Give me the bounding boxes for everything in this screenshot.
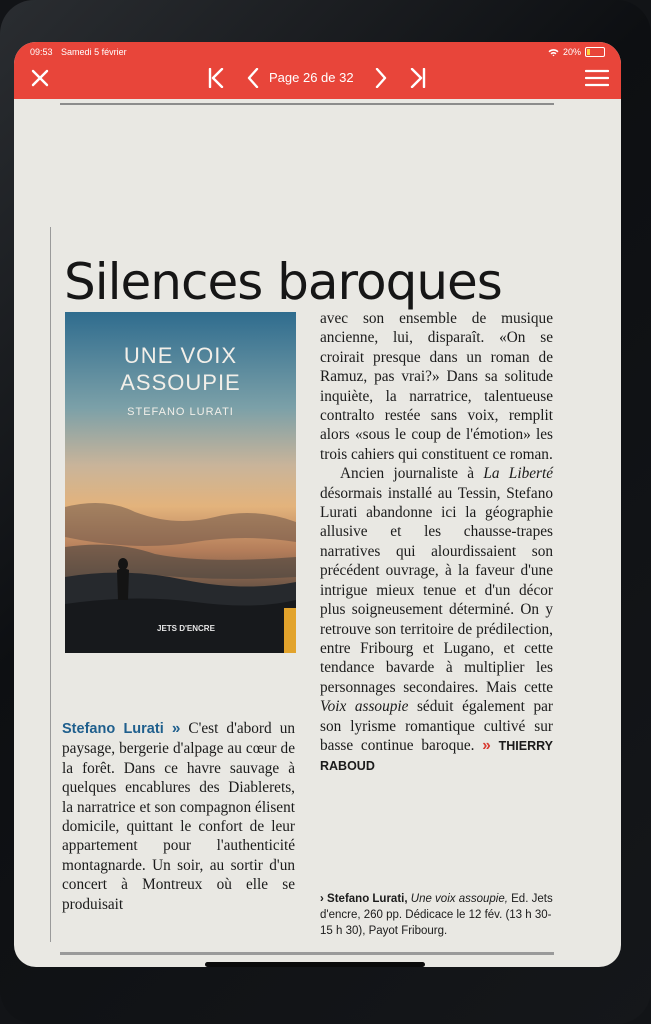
cover-title: [65, 342, 296, 396]
last-page-button[interactable]: [402, 62, 434, 94]
column-rule: [50, 227, 51, 942]
lead-author-name: Stefano Lurati: [62, 721, 164, 737]
menu-button[interactable]: [580, 62, 614, 94]
cover-spine-tag: [284, 608, 296, 653]
cover-publisher: JETS D'ENCRE: [157, 624, 215, 633]
book-credit: [320, 891, 560, 939]
wifi-icon: [548, 48, 559, 57]
close-icon: [31, 69, 49, 87]
right-paragraph-1: avec son ensemble de musique ancienne, lui, disparaît. «On se croirait presque dans un roman de Ramuz, pas vrai?» Dans sa solitude inquiète, la narratrice, talentueuse contralto restée sans voix, remplit alors «sous le coup de l'émotion» les trois cahiers qui constituent ce roman.: [320, 310, 553, 463]
previous-page-button[interactable]: [238, 62, 268, 94]
article-title: Silences baroques: [64, 252, 502, 311]
first-page-icon: [207, 68, 225, 88]
article-signature: THIERRY RABOUD: [320, 738, 553, 774]
next-page-icon: [374, 68, 388, 88]
prev-page-icon: [246, 68, 260, 88]
page-indicator: Page 26 de 32: [269, 70, 354, 85]
credit-arrow: ›: [320, 893, 324, 905]
article-column-left: [62, 719, 295, 914]
status-bar-right: [548, 47, 605, 57]
cover-title-line2: ASSOUPIE: [120, 370, 241, 395]
right-paragraph-2: [320, 464, 553, 777]
credit-details: Ed. Jets d'encre, 260 pp. Dédicace le 12 fév. (13 h 30-15 h 30), Payot Fribourg.: [320, 893, 553, 937]
screen: [14, 42, 621, 967]
book-cover: [65, 312, 296, 653]
p2-italic-newspaper: La Liberté: [483, 465, 553, 483]
reader-toolbar: [14, 42, 621, 99]
close-button[interactable]: [24, 62, 56, 94]
magazine-page[interactable]: [14, 99, 621, 967]
status-bar-left: [30, 47, 133, 57]
top-divider: [60, 103, 554, 105]
p2-text-a: Ancien journaliste à: [340, 465, 484, 483]
status-date: Samedi 5 février: [61, 47, 127, 57]
credit-book-title: Une voix assoupie,: [410, 893, 508, 905]
p2-italic-book: Voix assoupie: [320, 698, 409, 716]
lead-arrows: »: [171, 720, 181, 737]
last-page-icon: [409, 68, 427, 88]
cover-author: STEFANO LURATI: [127, 406, 234, 418]
first-page-button[interactable]: [200, 62, 232, 94]
menu-icon: [585, 69, 609, 87]
p2-text-c: séduit également par son lyrisme romantique cultivé sur basse continue baroque.: [320, 698, 554, 754]
status-time: 09:53: [30, 47, 53, 57]
home-indicator[interactable]: [205, 962, 425, 967]
battery-percent: 20%: [562, 47, 581, 57]
signature-arrows: »: [482, 736, 491, 754]
left-column-text: C'est d'abord un paysage, bergerie d'alpage au cœur de la forêt. Dans ce havre sauvage à quelques encablures des Diablerets, la narratrice et son compagnon élisent domicile, quittant le confort de leur appartement pour l'authenticité montagnarde. Un soir, au sortir d'un concert à Montreux où elle se produisait: [62, 720, 296, 913]
bottom-divider: [60, 952, 554, 955]
article-column-right: [320, 309, 553, 777]
battery-icon: [585, 47, 605, 57]
page-navigation: [14, 62, 621, 94]
next-page-button[interactable]: [366, 62, 396, 94]
p2-text-b: désormais installé au Tessin, Stefano Lurati abandonne ici la géographie allusive et les chausse-trapes narratives qui alourdissaient son précédent ouvrage, à la faveur d'une intrigue mieux tenue et d'un décor plus soigneusement déterminé. On y retrouve son territoire de prédilection, entre Fribourg et Lugano, et cette tendance bavarde à multiplier les personnages secondaires. Mais cette: [320, 484, 553, 696]
cover-title-line1: UNE VOIX: [123, 343, 238, 368]
credit-author: Stefano Lurati,: [327, 893, 408, 905]
